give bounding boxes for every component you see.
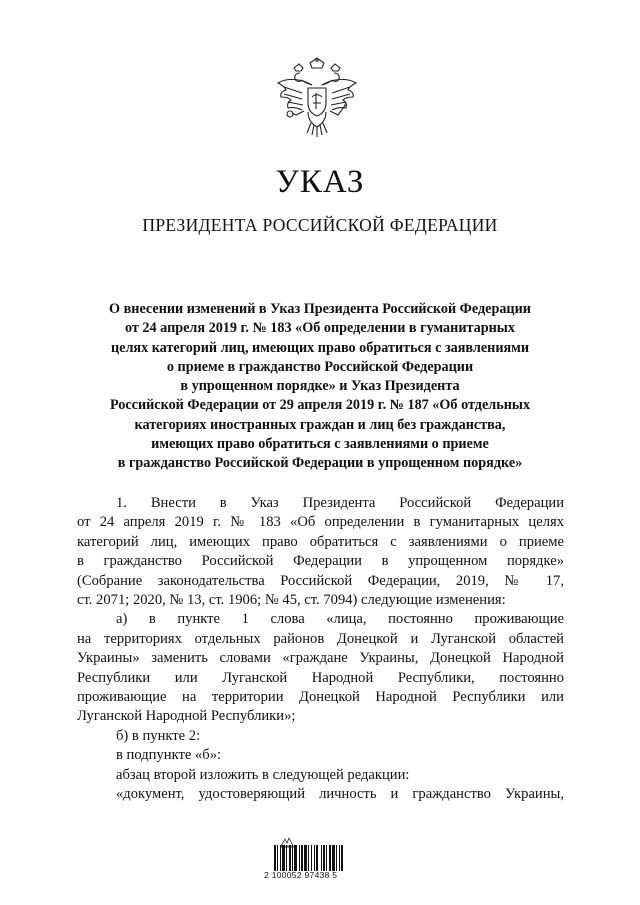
barcode-bar (321, 845, 322, 871)
title-line: имеющих право обратиться с заявлениями о приеме (151, 436, 489, 453)
barcode-bar (292, 845, 293, 871)
barcode-bar (274, 845, 276, 871)
barcode-bar (326, 845, 327, 871)
barcode-bar (304, 845, 307, 871)
coat-of-arms-icon (272, 57, 362, 139)
barcode-bar (336, 845, 337, 871)
barcode-bar (339, 845, 340, 871)
paragraph-4: в подпункте «б»: (116, 747, 222, 764)
title-line: в гражданство Российской Федерации в упрощенном порядке» (117, 455, 523, 472)
document-title (60, 300, 580, 474)
paragraph-2-line: Луганской Народной Республики»; (77, 708, 296, 725)
barcode-bar (314, 845, 315, 871)
title-line: категориях иностранных граждан и лиц без гражданства, (134, 416, 506, 433)
barcode-bar (294, 845, 297, 871)
barcode-bar (277, 845, 278, 871)
barcode-bar (289, 845, 291, 871)
barcode-bar (311, 845, 312, 871)
title-line: в упрощенном порядке» и Указ Президента (180, 378, 460, 395)
paragraph-1-line: ст. 2071; 2020, № 13, ст. 1906; № 45, ст. 7094) следующие изменения: (77, 592, 506, 609)
barcode-bar (286, 845, 287, 871)
paragraph-2-line: а) в пункте 1 слова «лица, постоянно проживающие (116, 611, 564, 628)
barcode-bar (308, 845, 309, 871)
barcode-bar (301, 845, 303, 871)
title-line: от 24 апреля 2019 г. № 183 «Об определении в гуманитарных (125, 320, 515, 337)
paragraph-2-line: Республики или Луганской Народной Республики, постоянно (77, 669, 564, 686)
title-line: о приеме в гражданство Российской Федерации (166, 358, 474, 375)
paragraph-3: б) в пункте 2: (116, 727, 201, 744)
paragraph-1-line: категорий лиц, имеющих право обратиться с заявлениями о приеме (77, 533, 564, 550)
barcode-bar (341, 845, 343, 871)
paragraph-6: «документ, удостоверяющий личность и гражданство Украины, (116, 786, 564, 803)
title-line: О внесении изменений в Указ Президента Российской Федерации (109, 301, 531, 317)
paragraph-1-line: в гражданство Российской Федерации в упрощенном порядке» (77, 553, 564, 570)
decree-body (77, 494, 564, 805)
barcode-bar (332, 845, 335, 871)
title-line: целях категорий лиц, имеющих право обратиться с заявлениями (110, 339, 530, 356)
title-line: Российской Федерации от 29 апреля 2019 г. № 187 «Об отдельных (109, 397, 531, 414)
paragraph-1-line: (Собрание законодательства Российской Федерации, 2019, № 17, (77, 572, 564, 589)
paragraph-2-line: Украины» заменить словами «граждане Украины, Донецкой Народной (77, 650, 564, 667)
decree-heading: УКАЗ (275, 164, 365, 200)
barcode-icon (274, 845, 369, 871)
paragraph-2-line: проживающие на территории Донецкой Народной Республики или (77, 689, 564, 706)
issuer-heading: ПРЕЗИДЕНТА РОССИЙСКОЙ ФЕДЕРАЦИИ (142, 215, 498, 235)
paragraph-1-line: от 24 апреля 2019 г. № 183 «Об определении в гуманитарных целях (77, 514, 564, 531)
paragraph-1-line: 1. Внести в Указ Президента Российской Федерации (116, 495, 564, 511)
barcode-bar (280, 845, 281, 871)
paragraph-2-line: на территориях отдельных районов Донецкой и Луганской областей (77, 630, 564, 647)
barcode-bar (282, 845, 285, 871)
paragraph-5: абзац второй изложить в следующей редакции: (116, 766, 410, 783)
barcode-bar (316, 845, 318, 871)
barcode-bar (329, 845, 331, 871)
barcode-bar (299, 845, 300, 871)
barcode-bar (323, 845, 325, 871)
barcode-number: 2 100052 97438 5 (264, 870, 338, 880)
